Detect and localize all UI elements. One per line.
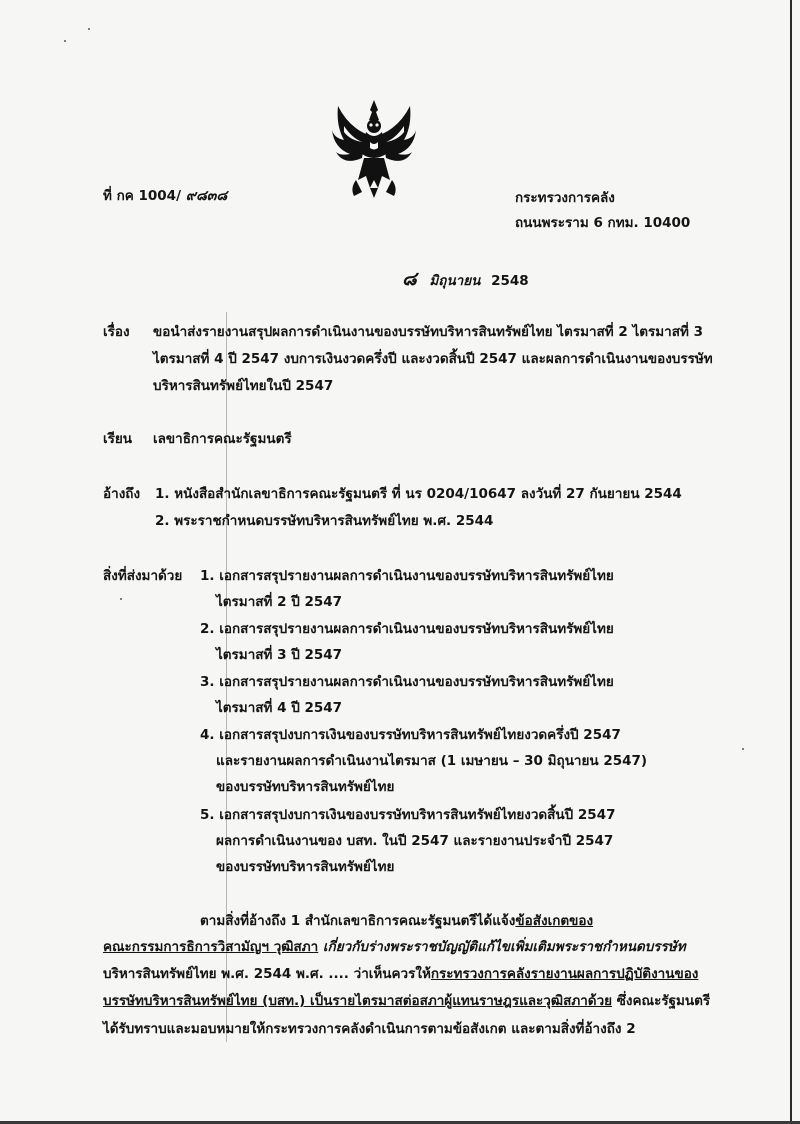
enclosure-item-1-line-1: 1. เอกสารสรุปรายงานผลการดำเนินงานของบรรษัทบริหารสินทรัพย์ไทย — [200, 568, 614, 584]
scan-speck — [742, 748, 744, 750]
scan-edge-right — [790, 0, 792, 1124]
enclosure-item-3-line-1: 3. เอกสารสรุปรายงานผลการดำเนินงานของบรรษัทบริหารสินทรัพย์ไทย — [200, 674, 614, 690]
date-day: ๘ — [402, 268, 417, 290]
body-line-3-text: บริหารสินทรัพย์ไทย พ.ศ. 2544 พ.ศ. .... ว่าเห็นควรให้ — [103, 966, 431, 982]
body-line-3 — [103, 965, 698, 983]
enclosure-item-4-line-3: ของบรรษัทบริหารสินทรัพย์ไทย — [216, 779, 395, 795]
body-line-2 — [103, 938, 686, 956]
scan-speck — [88, 28, 90, 30]
scan-speck — [120, 598, 122, 600]
enclosures-label: สิ่งที่ส่งมาด้วย — [103, 568, 183, 584]
reference-item-1: 1. หนังสือสำนักเลขาธิการคณะรัฐมนตรี ที่ นร 0204/10647 ลงวันที่ 27 กันยายน 2544 — [155, 486, 682, 502]
subject-line-1: ขอนำส่งรายงานสรุปผลการดำเนินงานของบรรษัทบริหารสินทรัพย์ไทย ไตรมาสที่ 2 ไตรมาสที่ 3 — [153, 324, 703, 340]
subject-line-2: ไตรมาสที่ 4 ปี 2547 งบการเงินงวดครึ่งปี และงวดสิ้นปี 2547 และผลการดำเนินงานของบรรษัท — [153, 351, 713, 367]
reference-item-2: 2. พระราชกำหนดบรรษัทบริหารสินทรัพย์ไทย พ.ศ. 2544 — [155, 513, 494, 529]
body-line-4 — [103, 992, 710, 1010]
enclosure-item-4-line-2: และรายงานผลการดำเนินงานไตรมาส (1 เมษายน – 30 มิถุนายน 2547) — [216, 753, 648, 769]
ministry-address: ถนนพระราม 6 กทม. 10400 — [515, 215, 691, 231]
body-line-1-text: ตามสิ่งที่อ้างถึง 1 สำนักเลขาธิการคณะรัฐมนตรีได้แจ้ง — [200, 913, 516, 929]
reference-number — [103, 187, 227, 205]
body-line-4-underlined: บรรษัทบริหารสินทรัพย์ไทย (บสท.) เป็นรายไตรมาสต่อสภาผู้แทนราษฎรและวุฒิสภาด้วย — [103, 993, 613, 1009]
subject-label: เรื่อง — [103, 324, 130, 340]
body-line-1-underlined: ข้อสังเกตของ — [515, 913, 594, 929]
enclosure-item-5-line-2: ผลการดำเนินงานของ บสท. ในปี 2547 และรายงานประจำปี 2547 — [216, 833, 614, 849]
reference-prefix: ที่ กค 1004/ — [103, 188, 182, 204]
enclosure-item-5-line-1: 5. เอกสารสรุปงบการเงินของบรรษัทบริหารสินทรัพย์ไทยงวดสิ้นปี 2547 — [200, 807, 616, 823]
recipient-name: เลขาธิการคณะรัฐมนตรี — [153, 431, 292, 447]
body-line-4-text: ซึ่งคณะรัฐมนตรี — [612, 993, 711, 1009]
date-year: 2548 — [491, 273, 529, 289]
enclosure-item-1-line-2: ไตรมาสที่ 2 ปี 2547 — [216, 594, 343, 610]
body-line-2-text: เกี่ยวกับร่างพระราชบัญญัติแก้ไขเพิ่มเติมพระราชกำหนดบรรษัท — [318, 939, 686, 955]
enclosure-item-2-line-1: 2. เอกสารสรุปรายงานผลการดำเนินงานของบรรษัทบริหารสินทรัพย์ไทย — [200, 621, 614, 637]
references-label: อ้างถึง — [103, 486, 141, 502]
enclosure-item-2-line-2: ไตรมาสที่ 3 ปี 2547 — [216, 647, 343, 663]
body-line-2-underlined: คณะกรรมการธิการวิสามัญฯ วุฒิสภา — [103, 939, 319, 955]
body-line-1 — [200, 912, 593, 930]
body-line-5: ได้รับทราบและมอบหมายให้กระทรวงการคลังดำเนินการตามข้อสังเกต และตามสิ่งที่อ้างถึง 2 — [103, 1021, 636, 1037]
scan-speck — [64, 40, 66, 42]
reference-handwritten-number: ๙๘๓๘ — [185, 188, 228, 204]
enclosure-item-4-line-1: 4. เอกสารสรุปงบการเงินของบรรษัทบริหารสินทรัพย์ไทยงวดครึ่งปี 2547 — [200, 727, 621, 743]
date-month: มิถุนายน — [429, 273, 481, 289]
ministry-name: กระทรวงการคลัง — [515, 190, 615, 206]
garuda-emblem-icon — [330, 96, 418, 198]
document-date — [402, 270, 529, 290]
recipient-label: เรียน — [103, 431, 133, 447]
enclosure-item-5-line-3: ของบรรษัทบริหารสินทรัพย์ไทย — [216, 859, 395, 875]
body-line-3-underlined: กระทรวงการคลังรายงานผลการปฏิบัติงานของ — [430, 966, 699, 982]
subject-line-3: บริหารสินทรัพย์ไทยในปี 2547 — [153, 378, 334, 394]
enclosure-item-3-line-2: ไตรมาสที่ 4 ปี 2547 — [216, 700, 343, 716]
